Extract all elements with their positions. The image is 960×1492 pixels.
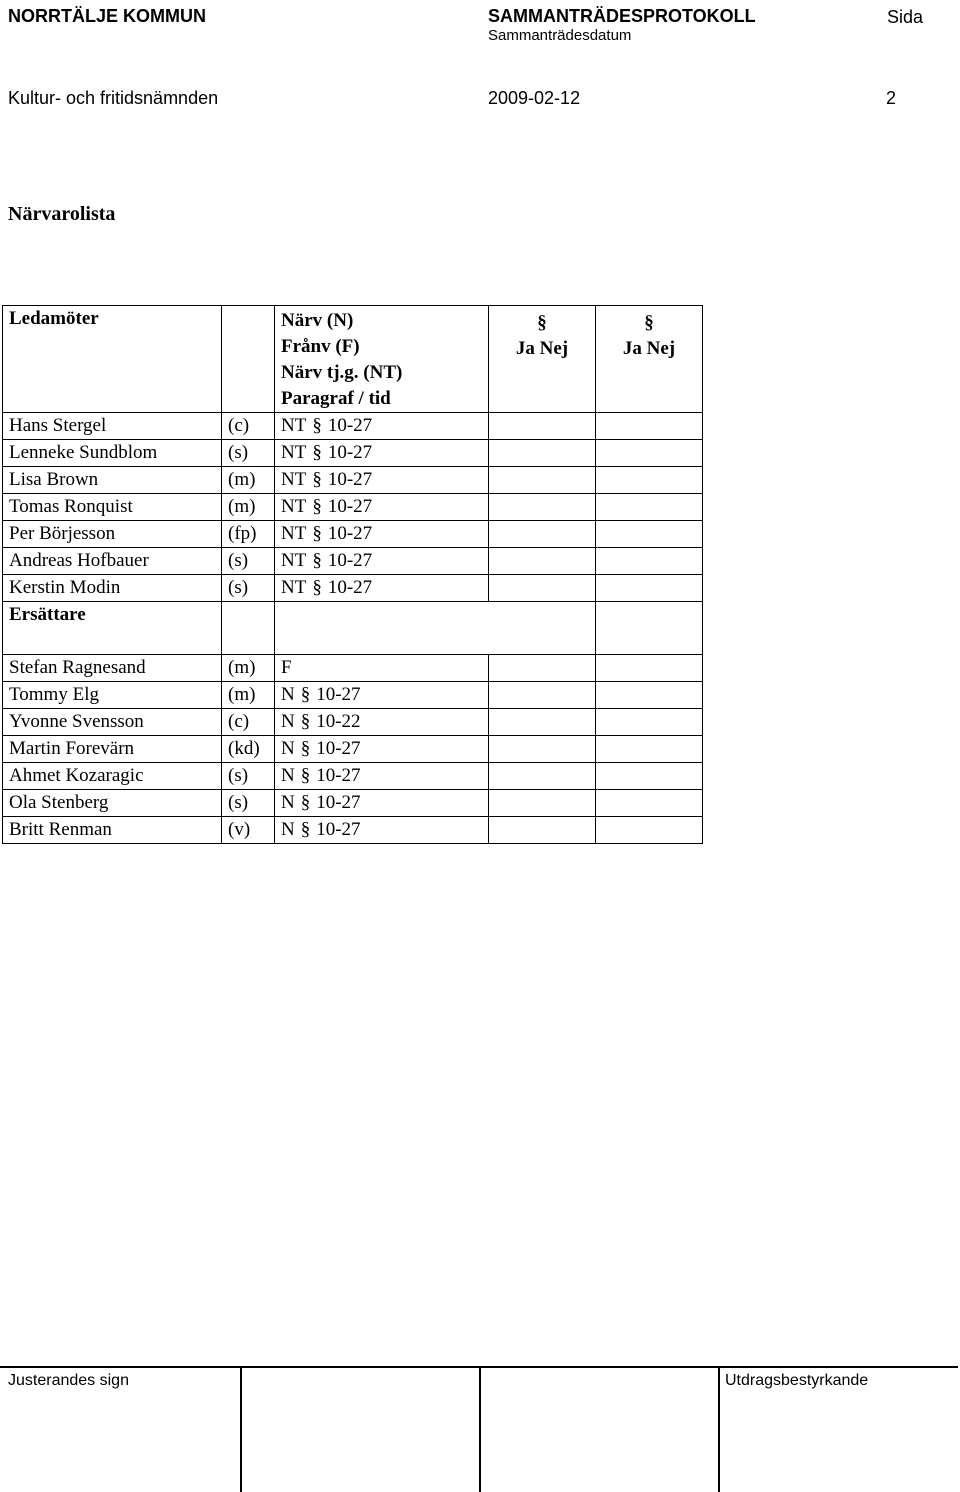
vote-cell (596, 467, 703, 494)
org-name: NORRTÄLJE KOMMUN (8, 6, 206, 26)
member-name: Martin Forevärn (3, 736, 222, 763)
status-code: NT (281, 442, 307, 463)
member-party: (s) (222, 575, 275, 602)
member-party: (s) (222, 763, 275, 790)
member-party: (s) (222, 548, 275, 575)
status-legend-present: Närv (N) (281, 310, 354, 331)
vote-cell (489, 736, 596, 763)
footer-divider (479, 1368, 481, 1492)
attendance-status (275, 413, 489, 440)
attendance-status (275, 682, 489, 709)
paragraph-symbol: § (300, 711, 311, 732)
page-number: 2 (886, 88, 897, 108)
member-name: Andreas Hofbauer (3, 548, 222, 575)
vote-cell (489, 763, 596, 790)
attendance-time: 10-27 (327, 415, 373, 436)
status-code: NT (281, 415, 307, 436)
substitutes-header-row (3, 602, 703, 655)
vote-cell (596, 521, 703, 548)
vote-cell (596, 682, 703, 709)
member-name: Lisa Brown (3, 467, 222, 494)
attendance-time: 10-27 (316, 765, 361, 786)
members-header (3, 306, 222, 413)
table-row (3, 682, 703, 709)
vote-cell (596, 736, 703, 763)
substitutes-label (3, 602, 222, 655)
vote-cell (489, 655, 596, 682)
vote-cell (596, 548, 703, 575)
attendance-status (275, 548, 489, 575)
section-title: Närvarolista (8, 203, 116, 225)
paragraph-symbol: § (300, 684, 311, 705)
vote-cell (489, 467, 596, 494)
extract-certification-label: Utdragsbestyrkande (725, 1372, 869, 1389)
table-row (3, 440, 703, 467)
vote-cell (596, 413, 703, 440)
attendance-time: 10-27 (327, 523, 373, 544)
member-party: (m) (222, 494, 275, 521)
paragraph-symbol: § (644, 312, 654, 333)
vote-cell (596, 440, 703, 467)
paragraph-symbol: § (537, 312, 547, 333)
attendance-time: 10-27 (327, 442, 373, 463)
vote-cell (596, 790, 703, 817)
date-label: Sammanträdesdatum (488, 27, 632, 44)
paragraph-symbol: § (300, 738, 311, 759)
paragraph-symbol: § (312, 496, 322, 517)
member-name: Ola Stenberg (3, 790, 222, 817)
table-row (3, 494, 703, 521)
vote-cell (596, 817, 703, 844)
status-code: NT (281, 577, 307, 598)
status-legend-paragraph: Paragraf / tid (281, 388, 391, 409)
attendance-time: 10-27 (316, 792, 361, 813)
attendance-time: 10-27 (327, 496, 373, 517)
paragraph-symbol: § (300, 792, 311, 813)
status-code: NT (281, 496, 307, 517)
vote-cell (489, 709, 596, 736)
status-legend-substitute: Närv tj.g. (NT) (281, 362, 403, 383)
member-name: Per Börjesson (3, 521, 222, 548)
table-row (3, 709, 703, 736)
paragraph-symbol: § (312, 469, 322, 490)
paragraph-symbol: § (300, 765, 311, 786)
member-party: (c) (222, 413, 275, 440)
table-row (3, 548, 703, 575)
table-cell (222, 602, 275, 655)
member-name: Britt Renman (3, 817, 222, 844)
members-label: Ledamöter (9, 308, 99, 329)
vote-cell (489, 817, 596, 844)
table-row (3, 575, 703, 602)
committee-name: Kultur- och fritidsnämnden (8, 88, 219, 108)
table-cell (596, 602, 703, 655)
attendance-time: 10-27 (327, 469, 373, 490)
attendance-time: 10-27 (316, 738, 361, 759)
member-name: Yvonne Svensson (3, 709, 222, 736)
status-code: N (281, 765, 295, 786)
member-party: (v) (222, 817, 275, 844)
vote-cell (489, 790, 596, 817)
vote-column-1-header (489, 306, 596, 413)
table-row (3, 521, 703, 548)
table-row (3, 467, 703, 494)
vote-cell (489, 494, 596, 521)
paragraph-symbol: § (312, 523, 322, 544)
attendance-status (275, 736, 489, 763)
status-legend-absent: Frånv (F) (281, 336, 360, 357)
vote-yes-no-label: Ja Nej (622, 338, 676, 359)
member-name: Ahmet Kozaragic (3, 763, 222, 790)
page-label: Sida (887, 7, 924, 27)
member-party: (s) (222, 440, 275, 467)
document-type: SAMMANTRÄDESPROTOKOLL (488, 6, 756, 26)
member-name: Stefan Ragnesand (3, 655, 222, 682)
table-row (3, 413, 703, 440)
paragraph-symbol: § (312, 415, 322, 436)
table-row (3, 763, 703, 790)
meeting-date: 2009-02-12 (488, 88, 581, 108)
attendance-status (275, 467, 489, 494)
attendance-status (275, 440, 489, 467)
status-code: NT (281, 550, 307, 571)
paragraph-symbol: § (312, 577, 322, 598)
member-name: Lenneke Sundblom (3, 440, 222, 467)
status-header (275, 306, 489, 413)
vote-cell (489, 575, 596, 602)
paragraph-symbol: § (300, 819, 311, 840)
attendance-time: 10-27 (327, 577, 373, 598)
paragraph-symbol: § (312, 442, 322, 463)
table-cell (275, 602, 489, 655)
justification-signature-label: Justerandes sign (8, 1372, 129, 1389)
table-header-row (3, 306, 703, 413)
attendance-status (275, 817, 489, 844)
member-name: Kerstin Modin (3, 575, 222, 602)
table-cell (489, 602, 596, 655)
vote-column-2-header (596, 306, 703, 413)
member-name: Hans Stergel (3, 413, 222, 440)
vote-cell (596, 494, 703, 521)
footer-divider (240, 1368, 242, 1492)
member-party: (kd) (222, 736, 275, 763)
attendance-status (275, 575, 489, 602)
table-row (3, 736, 703, 763)
attendance-time: 10-27 (316, 819, 361, 840)
member-name: Tommy Elg (3, 682, 222, 709)
attendance-table (2, 305, 703, 844)
member-party: (c) (222, 709, 275, 736)
table-row (3, 817, 703, 844)
member-party: (m) (222, 655, 275, 682)
attendance-status (275, 521, 489, 548)
table-row (3, 655, 703, 682)
attendance-status (275, 494, 489, 521)
attendance-time: 10-27 (316, 684, 361, 705)
vote-cell (489, 548, 596, 575)
member-party: (s) (222, 790, 275, 817)
status-code: NT (281, 523, 307, 544)
attendance-time: 10-22 (316, 711, 361, 732)
member-party: (fp) (222, 521, 275, 548)
status-code: NT (281, 469, 307, 490)
vote-cell (596, 655, 703, 682)
footer-divider (718, 1368, 720, 1492)
table-row (3, 790, 703, 817)
status-code: F (281, 657, 292, 678)
vote-cell (489, 521, 596, 548)
status-code: N (281, 711, 295, 732)
member-name: Tomas Ronquist (3, 494, 222, 521)
vote-cell (489, 440, 596, 467)
attendance-time: 10-27 (327, 550, 373, 571)
substitutes-label-text: Ersättare (9, 604, 86, 625)
vote-cell (596, 575, 703, 602)
attendance-status (275, 790, 489, 817)
vote-cell (489, 682, 596, 709)
member-party: (m) (222, 682, 275, 709)
paragraph-symbol: § (312, 550, 322, 571)
footer-signature-bar (0, 1366, 958, 1492)
vote-cell (596, 709, 703, 736)
status-code: N (281, 738, 295, 759)
attendance-status (275, 655, 489, 682)
vote-yes-no-label: Ja Nej (515, 338, 569, 359)
party-header (222, 306, 275, 413)
vote-cell (489, 413, 596, 440)
status-code: N (281, 819, 295, 840)
member-party: (m) (222, 467, 275, 494)
status-code: N (281, 684, 295, 705)
vote-cell (596, 763, 703, 790)
attendance-status (275, 709, 489, 736)
attendance-status (275, 763, 489, 790)
status-code: N (281, 792, 295, 813)
